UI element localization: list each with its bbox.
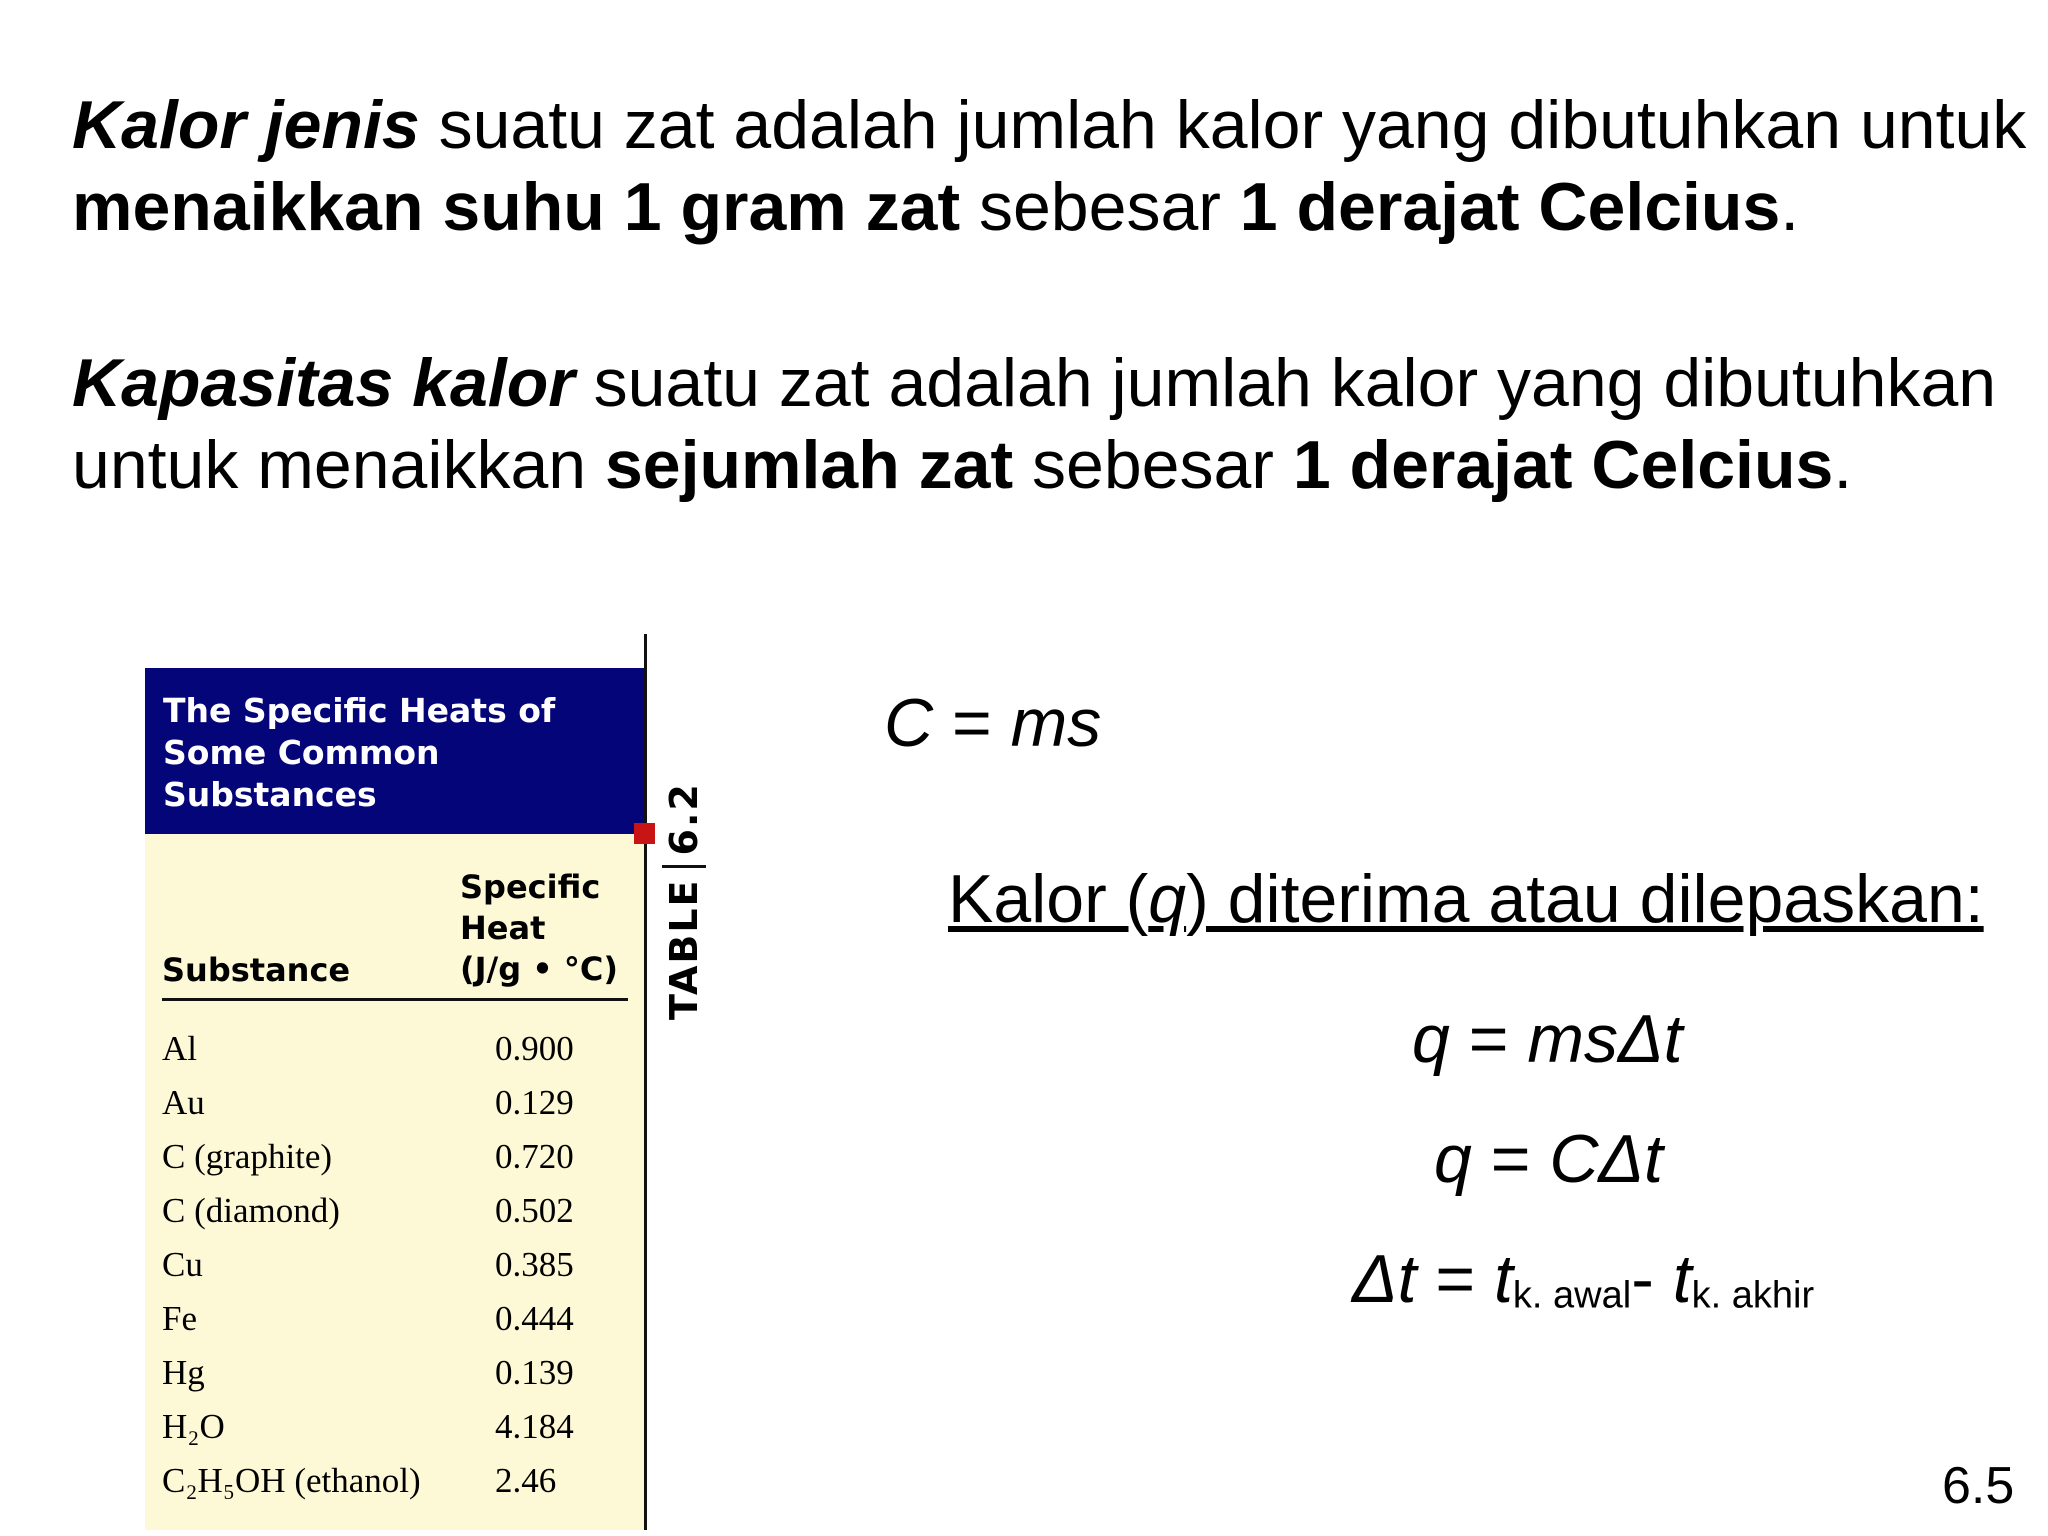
table-tab-label <box>662 782 706 1020</box>
heat-capacity-formula <box>884 684 1101 762</box>
heat-transfer-heading <box>948 860 1984 938</box>
formula-lhs: Δt <box>1352 1241 1417 1317</box>
term-kapasitas-kalor: Kapasitas kalor <box>72 345 575 421</box>
page-number: 6.5 <box>1942 1457 2015 1515</box>
table-title-line: Some Common <box>163 733 440 772</box>
definition-text: suatu zat adalah jumlah kalor yang dibutuhkan untuk <box>419 87 2027 163</box>
substance-name: Al <box>162 1029 197 1068</box>
definition-end: . <box>1780 169 1800 245</box>
substance-name: H₂O <box>162 1407 225 1446</box>
formula-equals: = <box>933 685 1011 761</box>
table-row <box>162 1454 632 1508</box>
table-tab-word: TABLE <box>662 878 706 1020</box>
formula-equals: = <box>1416 1241 1495 1317</box>
table-row <box>162 1292 632 1346</box>
heat-formula-capacity <box>1434 1120 1663 1198</box>
formula-lhs: C <box>884 685 934 761</box>
specific-heat-value: 0.129 <box>495 1083 574 1122</box>
column-header-substance: Substance <box>162 951 351 989</box>
table-row <box>162 1022 632 1076</box>
specific-heat-value: 2.46 <box>495 1461 557 1500</box>
definition-bold: menaikkan suhu 1 gram zat <box>72 169 961 245</box>
table-row <box>162 1346 632 1400</box>
column-header-line: (J/g • °C) <box>460 950 618 988</box>
substance-name: C₂H₅OH (ethanol) <box>162 1461 421 1500</box>
column-header-line: Heat <box>460 909 546 947</box>
formula-equals: = <box>1449 1001 1528 1077</box>
heat-formula-mass <box>1412 1000 1683 1078</box>
formula-subscript: k. akhir <box>1691 1274 1815 1317</box>
specific-heat-value: 0.502 <box>495 1191 574 1230</box>
definition-text: suatu zat adalah jumlah kalor yang dibutuhkan untuk menaikkan <box>72 345 1997 503</box>
specific-heat-value: 4.184 <box>495 1407 574 1446</box>
table-row <box>162 1130 632 1184</box>
specific-heat-value: 0.444 <box>495 1299 574 1338</box>
specific-heat-value: 0.900 <box>495 1029 574 1068</box>
table-corner-marker <box>634 823 655 844</box>
delta-t-formula <box>1352 1240 1814 1318</box>
definition-bold: sejumlah zat <box>604 427 1014 503</box>
table-row <box>162 1076 632 1130</box>
formula-lhs: q <box>1434 1121 1472 1197</box>
formula-term: t <box>1494 1241 1513 1317</box>
formula-rhs: ms <box>1010 685 1102 761</box>
table-row <box>162 1400 632 1454</box>
definition-bold: 1 derajat Celcius <box>1292 427 1834 503</box>
definition-bold: 1 derajat Celcius <box>1239 169 1781 245</box>
specific-heat-value: 0.720 <box>495 1137 574 1176</box>
formula-minus: - <box>1631 1241 1673 1317</box>
formula-term: t <box>1672 1241 1692 1317</box>
formula-rhs: msΔt <box>1527 1001 1683 1077</box>
table-row <box>162 1184 632 1238</box>
heading-text: Kalor ( <box>948 861 1149 937</box>
column-header-line: Specific <box>460 868 601 906</box>
heading-text: ) diterima atau dilepaskan: <box>1186 861 1984 937</box>
heading-variable: q <box>1148 861 1187 937</box>
definition-text: sebesar <box>960 169 1240 245</box>
definition-end: . <box>1833 427 1853 503</box>
table-divider-line <box>644 634 647 1530</box>
column-header-specific-heat <box>460 867 618 990</box>
table-row <box>162 1238 632 1292</box>
substance-name: Hg <box>162 1353 205 1392</box>
substance-name: Fe <box>162 1299 197 1338</box>
substance-name: Au <box>162 1083 205 1122</box>
substance-name: C (diamond) <box>162 1191 340 1230</box>
term-kalor-jenis: Kalor jenis <box>72 87 420 163</box>
heat-capacity-definition <box>72 342 2032 506</box>
specific-heat-value: 0.385 <box>495 1245 574 1284</box>
formula-rhs: CΔt <box>1549 1121 1663 1197</box>
table-title-line: The Specific Heats of <box>163 691 556 730</box>
formula-subscript: k. awal <box>1512 1274 1632 1317</box>
table-tab-number: 6.2 <box>662 782 706 868</box>
definition-text: sebesar <box>1013 427 1293 503</box>
table-title-line: Substances <box>163 775 377 814</box>
substance-name: C (graphite) <box>162 1137 333 1176</box>
header-rule <box>162 998 628 1001</box>
substance-name: Cu <box>162 1245 203 1284</box>
formula-lhs: q <box>1412 1001 1450 1077</box>
table-title <box>145 668 645 834</box>
formula-equals: = <box>1471 1121 1550 1197</box>
specific-heat-definition <box>72 84 2032 248</box>
specific-heat-value: 0.139 <box>495 1353 574 1392</box>
